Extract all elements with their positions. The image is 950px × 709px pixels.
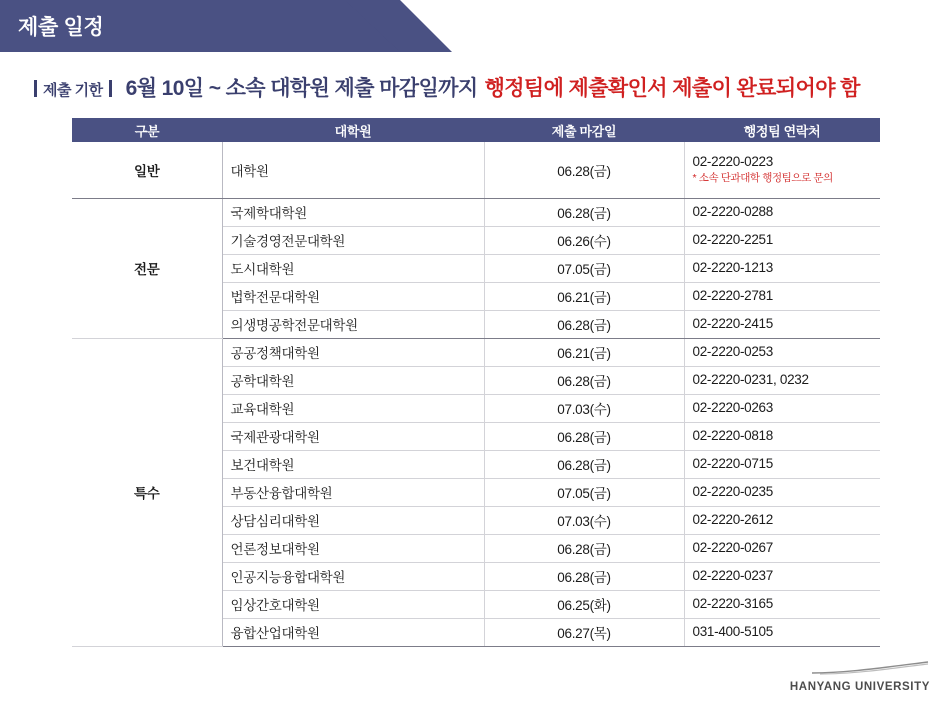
table-row [72, 142, 880, 198]
deadline-notice [34, 72, 920, 102]
cell-graduate-school: 국제관광대학원 [222, 422, 484, 450]
table-row [72, 338, 880, 366]
cell-deadline: 06.28(금) [484, 450, 684, 478]
cell-deadline: 07.03(수) [484, 506, 684, 534]
contact-number: 02-2220-0235 [692, 483, 773, 499]
contact-number: 02-2220-0267 [692, 539, 773, 555]
table-row [72, 198, 880, 226]
cell-graduate-school: 부동산융합대학원 [222, 478, 484, 506]
cell-deadline: 06.28(금) [484, 310, 684, 338]
cell-contact [684, 534, 880, 562]
schedule-table-wrap [72, 118, 880, 647]
cell-deadline: 06.27(목) [484, 618, 684, 646]
notice-label: 제출 기한 [43, 82, 103, 99]
header-band [0, 0, 400, 52]
notice-date-text: 6월 10일 ~ 소속 대학원 제출 마감일까지 [125, 77, 478, 100]
cell-category: 특수 [72, 338, 222, 646]
contact-number: 02-2220-0288 [692, 203, 773, 219]
cell-deadline: 07.03(수) [484, 394, 684, 422]
notice-right-bar-icon [109, 80, 112, 97]
cell-contact [684, 618, 880, 646]
table-header-row [72, 118, 880, 142]
cell-deadline: 06.28(금) [484, 422, 684, 450]
page-title: 제출 일정 [18, 16, 104, 39]
cell-deadline: 06.26(수) [484, 226, 684, 254]
cell-deadline: 07.05(금) [484, 254, 684, 282]
contact-number: 02-2220-2781 [692, 287, 773, 303]
contact-number: 02-2220-0263 [692, 399, 773, 415]
cell-contact [684, 198, 880, 226]
cell-graduate-school: 인공지능융합대학원 [222, 562, 484, 590]
cell-contact [684, 590, 880, 618]
contact-number: 02-2220-0715 [692, 455, 773, 471]
cell-contact [684, 254, 880, 282]
cell-graduate-school: 의생명공학전문대학원 [222, 310, 484, 338]
cell-contact [684, 422, 880, 450]
cell-deadline: 06.25(화) [484, 590, 684, 618]
cell-graduate-school: 교육대학원 [222, 394, 484, 422]
header-cell-division: 구분 [72, 118, 222, 142]
cell-graduate-school: 도시대학원 [222, 254, 484, 282]
cell-deadline: 06.28(금) [484, 198, 684, 226]
contact-number: 02-2220-0237 [692, 567, 773, 583]
cell-graduate-school: 기술경영전문대학원 [222, 226, 484, 254]
contact-note: * 소속 단과대학 행정팀으로 문의 [692, 171, 833, 184]
contact-number: 02-2220-0253 [692, 343, 773, 359]
cell-graduate-school: 융합산업대학원 [222, 618, 484, 646]
cell-deadline: 06.21(금) [484, 282, 684, 310]
cell-contact [684, 478, 880, 506]
cell-graduate-school: 임상간호대학원 [222, 590, 484, 618]
header-cell-contact: 행정팀 연락처 [684, 118, 880, 142]
cell-graduate-school: 공공정책대학원 [222, 338, 484, 366]
cell-graduate-school: 법학전문대학원 [222, 282, 484, 310]
contact-number: 02-2220-0818 [692, 427, 773, 443]
cell-contact [684, 142, 880, 198]
contact-number: 02-2220-2251 [692, 231, 773, 247]
swoosh-icon [810, 661, 930, 675]
cell-contact [684, 366, 880, 394]
cell-contact [684, 450, 880, 478]
contact-number: 02-2220-0231, 0232 [692, 371, 809, 387]
cell-category: 일반 [72, 142, 222, 198]
header-cell-deadline: 제출 마감일 [484, 118, 684, 142]
contact-number: 031-400-5105 [692, 623, 773, 639]
cell-deadline: 06.28(금) [484, 534, 684, 562]
header-slant-decoration [345, 0, 400, 52]
cell-category: 전문 [72, 198, 222, 338]
cell-contact [684, 310, 880, 338]
contact-number: 02-2220-1213 [692, 259, 773, 275]
cell-contact [684, 562, 880, 590]
footer-logo-text: HANYANG UNIVERSITY [789, 681, 930, 693]
cell-contact [684, 394, 880, 422]
cell-deadline: 06.21(금) [484, 338, 684, 366]
cell-graduate-school: 국제학대학원 [222, 198, 484, 226]
cell-graduate-school: 언론정보대학원 [222, 534, 484, 562]
cell-graduate-school: 보건대학원 [222, 450, 484, 478]
cell-deadline: 06.28(금) [484, 366, 684, 394]
schedule-table-body [72, 142, 880, 646]
contact-number: 02-2220-2415 [692, 315, 773, 331]
cell-contact [684, 226, 880, 254]
cell-contact [684, 282, 880, 310]
cell-deadline: 06.28(금) [484, 142, 684, 198]
contact-number: 02-2220-2612 [692, 511, 773, 527]
notice-highlight-text: 행정팀에 제출확인서 제출이 완료되어야 함 [484, 77, 860, 100]
footer-logo [790, 661, 930, 695]
cell-graduate-school: 공학대학원 [222, 366, 484, 394]
cell-contact [684, 506, 880, 534]
contact-number: 02-2220-3165 [692, 595, 773, 611]
notice-left-bar-icon [34, 80, 37, 97]
schedule-table [72, 118, 880, 647]
cell-graduate-school: 대학원 [222, 142, 484, 198]
cell-deadline: 07.05(금) [484, 478, 684, 506]
header-cell-graduate-school: 대학원 [222, 118, 484, 142]
contact-number: 02-2220-0223 [692, 153, 773, 169]
cell-contact [684, 338, 880, 366]
cell-deadline: 06.28(금) [484, 562, 684, 590]
cell-graduate-school: 상담심리대학원 [222, 506, 484, 534]
